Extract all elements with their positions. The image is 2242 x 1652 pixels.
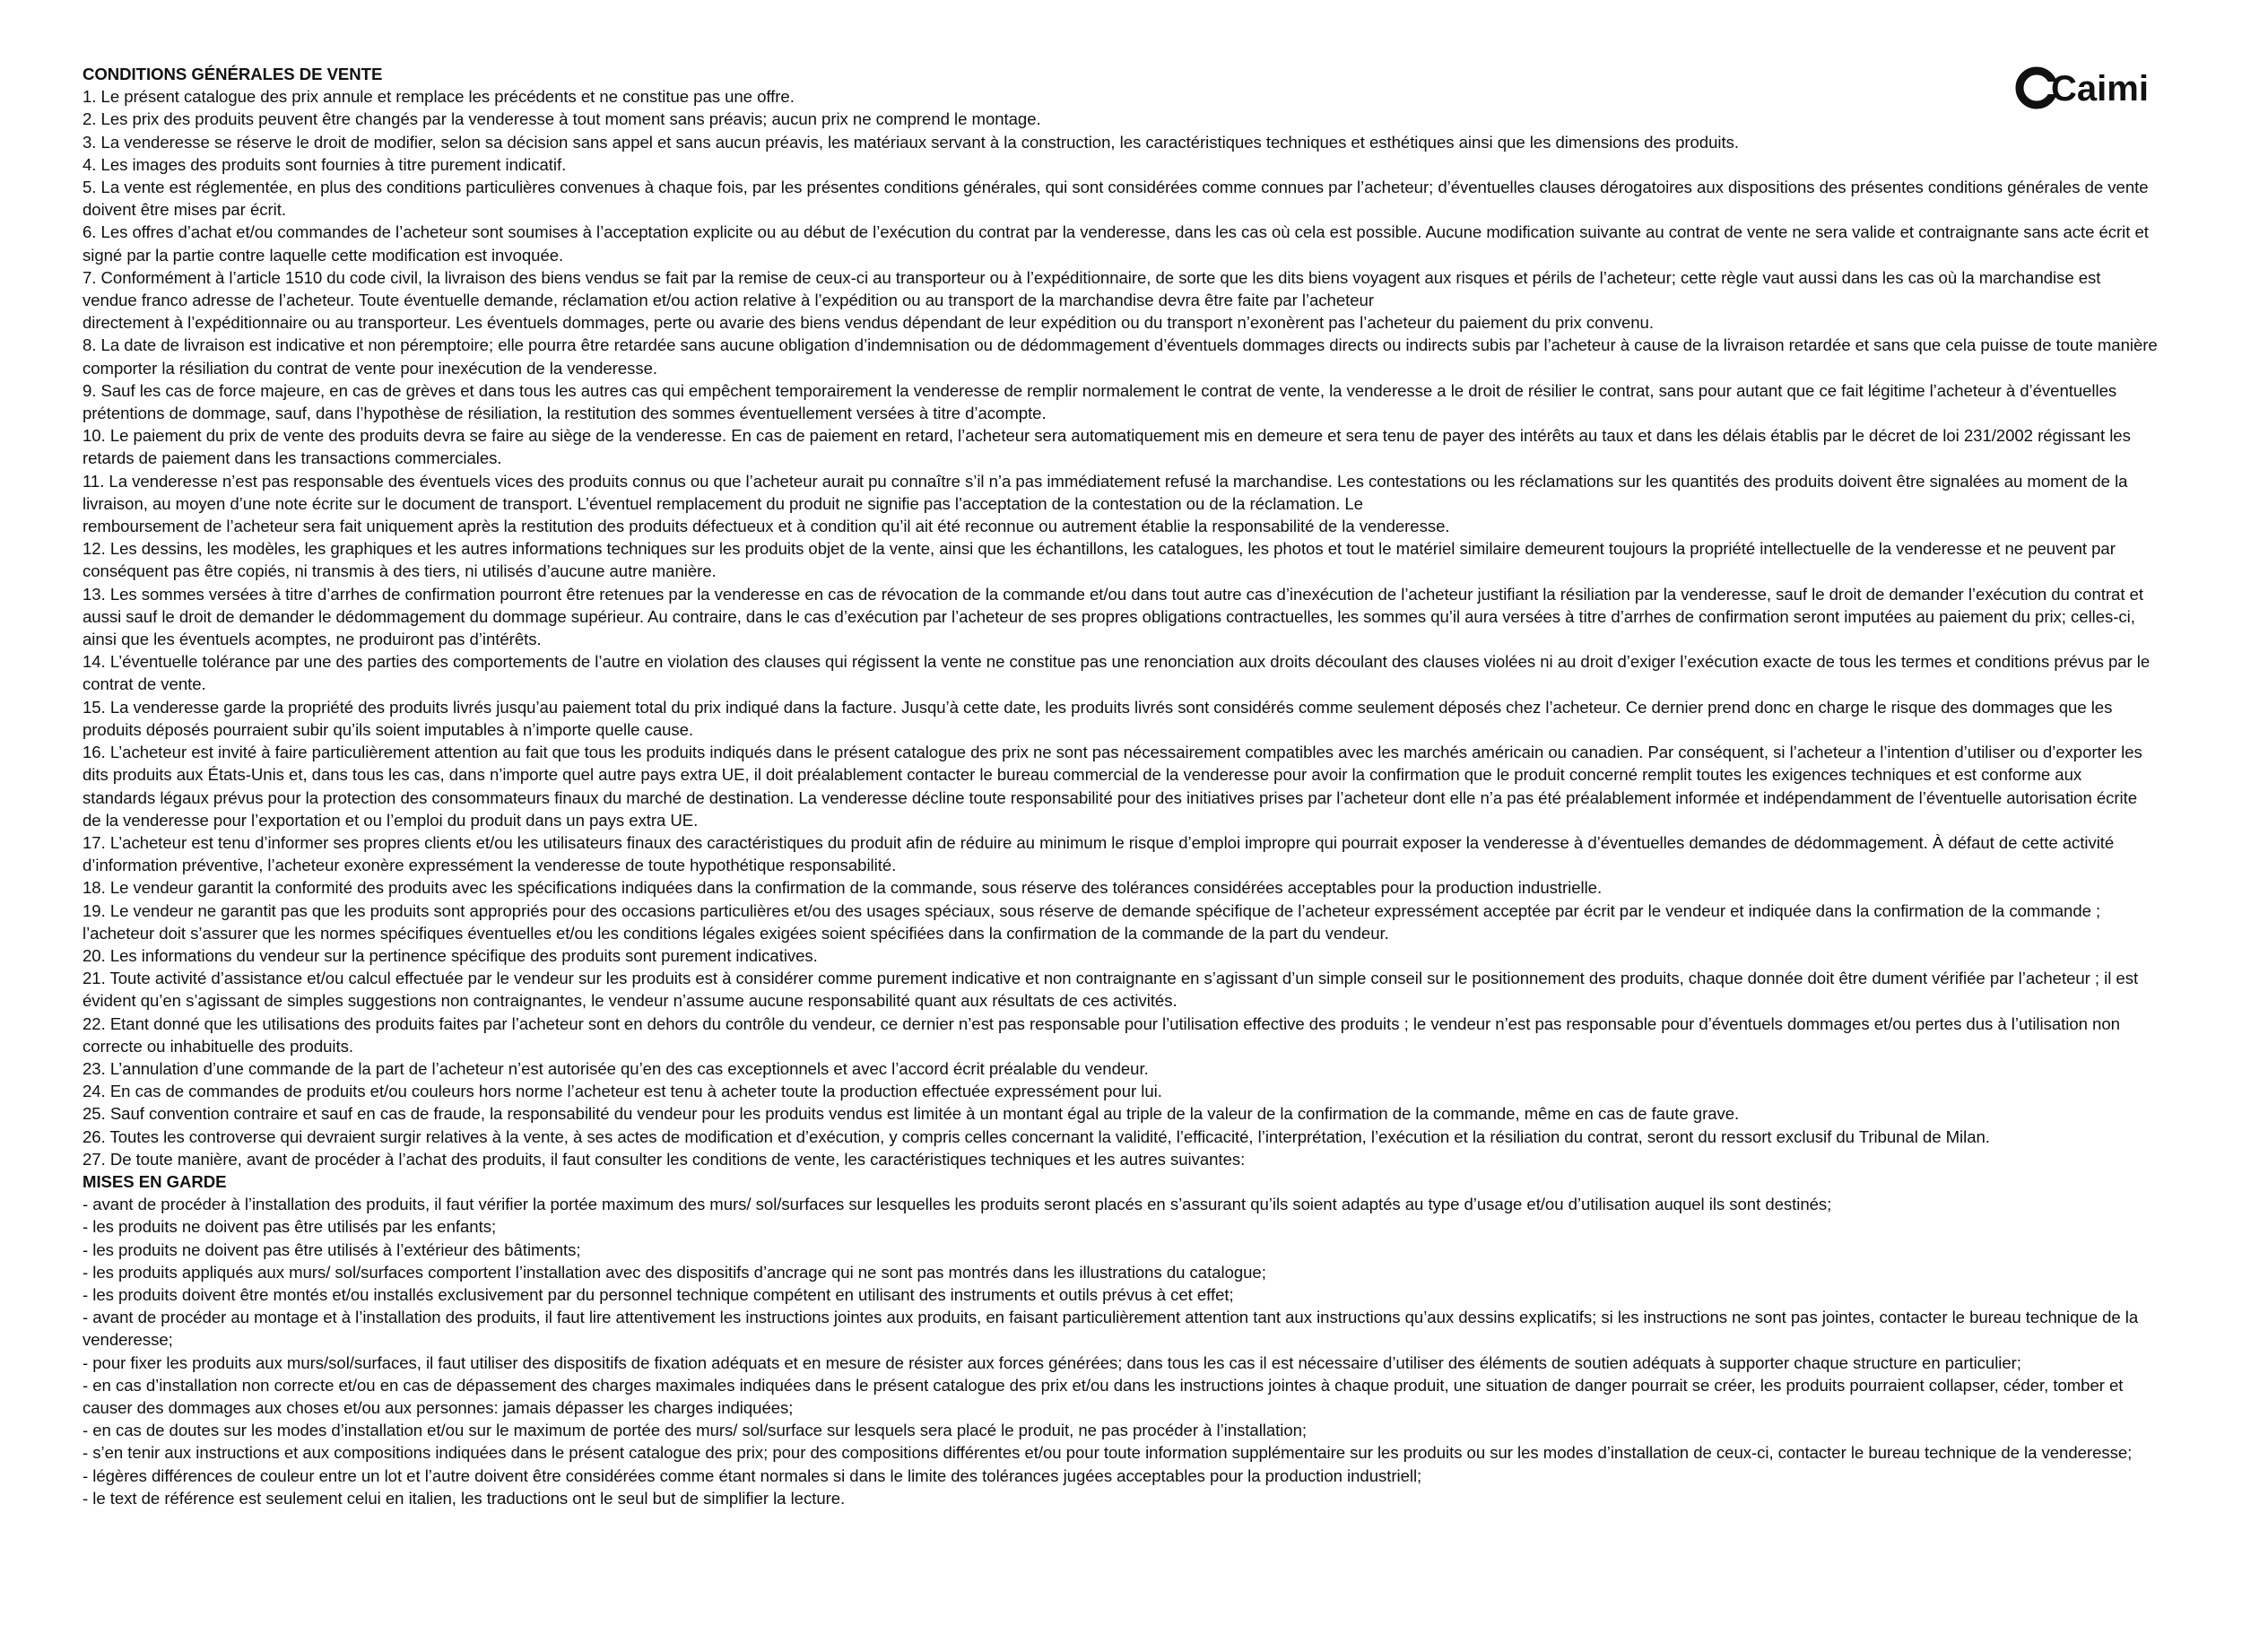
- condition-item-6: 6. Les offres d’achat et/ou commandes de l’acheteur sont soumises à l’acceptation explicite ou au début de l’exécution du contrat par la venderesse, dans les cas où cela est possible. Aucune modification suivante au contrat de vente ne sera valide et contraignante sans acte écrit et signé par la partie contre laquelle cette modification est invoquée.: [83, 222, 2149, 265]
- condition-item-22: 22. Etant donné que les utilisations des produits faites par l’acheteur sont en dehors du contrôle du vendeur, ce dernier n’est pas responsable pour l’utilisation effective des produits ; le vendeur n’est pas responsable pour d’éventuels dommages et/ou pertes dus à l’utilisation non correcte ou inhabituelle des produits.: [83, 1013, 2120, 1056]
- logo-text: Caimi: [2051, 69, 2149, 109]
- document-content: [83, 63, 2159, 1509]
- section-title-conditions: CONDITIONS GÉNÉRALES DE VENTE: [83, 65, 383, 83]
- warning-item-9: - en cas de doutes sur les modes d’installation et/ou sur le maximum de portée des murs/ sol/surface sur lesquels sera placé le produit, ne pas procéder à l’installation;: [83, 1421, 1308, 1440]
- condition-item-9: 9. Sauf les cas de force majeure, en cas de grèves et dans tous les autres cas qui empêchent temporairement la venderesse de remplir normalement le contrat de vente, la venderesse a le droit de résilier le contrat, sans pour autant que ce fait légitime l’acheteur à d’éventuelles prétentions de dommage, sauf, dans l’hypothèse de résiliation, la restitution des sommes éventuellement versées à titre d’acompte.: [83, 380, 2117, 423]
- warning-item-5: - les produits doivent être montés et/ou installés exclusivement par du personnel technique compétent en utilisant des instruments et outils prévus à cet effet;: [83, 1284, 1234, 1304]
- condition-item-25: 25. Sauf convention contraire et sauf en cas de fraude, la responsabilité du vendeur pour les produits vendus est limitée à un montant égal au triple de la valeur de la confirmation de la commande, même en cas de faute grave.: [83, 1104, 1740, 1124]
- condition-item-8: 8. La date de livraison est indicative et non péremptoire; elle pourra être retardée sans aucune obligation d’indemnisation ou de dédommagement d’éventuels dommages directs ou indirects subis par l’acheteur à cause de la livraison retardée et sans que cela puisse de toute manière comporter la résiliation du contrat de vente pour inexécution de la venderesse.: [83, 335, 2158, 378]
- condition-item-15: 15. La venderesse garde la propriété des produits livrés jusqu’au paiement total du prix indiqué dans la facture. Jusqu’à cette date, les produits livrés sont considérés comme seulement déposés chez l’acheteur. Ce dernier prend donc en charge le risque des dommages que les produits déposés pourraient subir qu’ils soient imputables à n’importe quelle cause.: [83, 697, 2113, 739]
- warning-item-12: - le text de référence est seulement celui en italien, les traductions ont le seul but de simplifier la lecture.: [83, 1488, 846, 1508]
- condition-item-5: 5. La vente est réglementée, en plus des conditions particulières convenues à chaque fois, par les présentes conditions générales, qui sont considérées comme connues par l’acheteur; d’éventuelles clauses dérogatoires aux dispositions des présentes conditions générales de vente doivent être mises par écrit.: [83, 178, 2149, 220]
- condition-item-24: 24. En cas de commandes de produits et/ou couleurs hors norme l’acheteur est tenu à acheter toute la production effectuée expressément pour lui.: [83, 1082, 1162, 1101]
- warning-item-2: - les produits ne doivent pas être utilisés par les enfants;: [83, 1217, 497, 1237]
- condition-item-20: 20. Les informations du vendeur sur la pertinence spécifique des produits sont purement indicatives.: [83, 945, 818, 965]
- condition-item-4: 4. Les images des produits sont fournies à titre purement indicatif.: [83, 154, 567, 174]
- condition-item-7-continued: directement à l’expéditionnaire ou au transporteur. Les éventuels dommages, perte ou avarie des biens vendus dépendant de leur expédition ou du transport n’exonèrent pas l’acheteur du paiement du prix convenu.: [83, 313, 1654, 333]
- condition-item-21: 21. Toute activité d’assistance et/ou calcul effectuée par le vendeur sur les produits est à considérer comme purement indicative et non contraignante en s’agissant d’un simple conseil sur le positionnement des produits, chaque donnée doit être dument vérifiée par l’acheteur ; il est évident qu’en s’agissant de simples suggestions non contraignantes, le vendeur n’assume aucune responsabilité quant aux résultats de ces activités.: [83, 969, 2139, 1011]
- condition-item-17: 17. L’acheteur est tenu d’informer ses propres clients et/ou les utilisateurs finaux des caractéristiques du produit afin de réduire au minimum le risque d’emploi impropre qui pourrait exposer la venderesse à d’éventuelles demandes de dédommagement. À défaut de cette activité d’information préventive, l’acheteur exonère expressément la venderesse de toute hypothétique responsabilité.: [83, 832, 2115, 875]
- condition-item-12: 12. Les dessins, les modèles, les graphiques et les autres informations techniques sur les produits objet de la vente, ainsi que les échantillons, les catalogues, les photos et tout le matériel similaire demeurent toujours la propriété intellectuelle de la venderesse et ne peuvent par conséquent pas être copiés, ni transmis à des tiers, ni utilisés d’aucune autre manière.: [83, 539, 2116, 581]
- condition-item-23: 23. L’annulation d’une commande de la part de l’acheteur n’est autorisée qu’en des cas exceptionnels et avec l’accord écrit préalable du vendeur.: [83, 1058, 1149, 1078]
- condition-item-16: 16. L’acheteur est invité à faire particulièrement attention au fait que tous les produits indiqués dans le présent catalogue des prix ne sont pas nécessairement compatibles avec les marchés américain ou canadien. Par conséquent, si l’acheteur a l’intention d’utiliser ou d’exporter les dits produits aux États-Unis et, dans tous les cas, dans n’importe quel autre pays extra UE, il doit préalablement contacter le bureau commercial de la venderesse pour avoir la confirmation que le produit concerné remplit toutes les exigences techniques et est conforme aux standards légaux prévus pour la protection des consommateurs finaux du marché de destination. La venderesse décline toute responsabilité pour des initiatives prises par l’acheteur dont elle n’a pas été préalablement informée et indépendamment de l’éventuelle autorisation écrite de la venderesse pour l’exportation et ou l’emploi du produit dans un pays extra UE.: [83, 743, 2142, 830]
- warning-item-11: - légères différences de couleur entre un lot et l’autre doivent être considérées comme étant normales si dans le limite des tolérances jugées acceptables pour la production industriell;: [83, 1465, 1422, 1485]
- warning-item-8: - en cas d’installation non correcte et/ou en cas de dépassement des charges maximales indiquées dans le présent catalogue des prix et/ou dans les instructions jointes à chaque produit, une situation de danger pourrait se créer, les produits pourraient collapser, céder, tomber et causer des dommages aux choses et/ou aux personnes: jamais dépasser les charges indiquées;: [83, 1375, 2124, 1417]
- warning-item-10: - s’en tenir aux instructions et aux compositions indiquées dans le présent catalogue des prix; pour des compositions différentes et/ou pour toute information supplémentaire sur les produits ou sur les modes d’installation de ceux-ci, contacter le bureau technique de la venderesse;: [83, 1443, 2133, 1463]
- warning-item-3: - les produits ne doivent pas être utilisés à l’extérieur des bâtiments;: [83, 1239, 581, 1259]
- condition-item-11: 11. La venderesse n’est pas responsable des éventuels vices des produits connus ou que l’acheteur aurait pu connaître s’il n’a pas immédiatement refusé la marchandise. Les contestations ou les réclamations sur les quantités des produits doivent être signalées au moment de la livraison, au moyen d’une note écrite sur le document de transport. L’éventuel remplacement du produit ne signifie pas l’acceptation de la contestation ou de la réclamation. Le: [83, 471, 2128, 513]
- condition-item-3: 3. La venderesse se réserve le droit de modifier, selon sa décision sans appel et sans aucun préavis, les matériaux servant à la construction, les caractéristiques techniques et esthétiques ainsi que les dimensions des produits.: [83, 132, 1739, 152]
- condition-item-7: 7. Conformément à l’article 1510 du code civil, la livraison des biens vendus se fait par la remise de ceux-ci au transporteur ou à l’expéditionnaire, de sorte que les dits biens voyagent aux risques et périls de l’acheteur; cette règle vaut aussi dans les cas où la marchandise est vendue franco adresse de l’acheteur. Toute éventuelle demande, réclamation et/ou action relative à l’expédition ou au transport de la marchandise devra être faite par l’acheteur: [83, 267, 2101, 310]
- document-page: [83, 63, 2159, 1614]
- condition-item-2: 2. Les prix des produits peuvent être changés par la venderesse à tout moment sans préavis; aucun prix ne comprend le montage.: [83, 109, 1041, 129]
- section-title-warnings: MISES EN GARDE: [83, 1171, 227, 1191]
- condition-item-18: 18. Le vendeur garantit la conformité des produits avec les spécifications indiquées dans la confirmation de la commande, sous réserve des tolérances considérées acceptables pour la production industrielle.: [83, 878, 1603, 898]
- condition-item-1: 1. Le présent catalogue des prix annule et remplace les précédents et ne constitue pas une offre.: [83, 87, 795, 107]
- warning-item-1: - avant de procéder à l’installation des produits, il faut vérifier la portée maximum des murs/ sol/surfaces sur lesquelles les produits seront placés en s’assurant qu’ils soient adaptés au type d’usage et/ou d’utilisation auquel ils sont destinés;: [83, 1195, 1832, 1214]
- condition-item-10: 10. Le paiement du prix de vente des produits devra se faire au siège de la venderesse. En cas de paiement en retard, l’acheteur sera automatiquement mis en demeure et sera tenu de payer des intérêts au taux et dans les délais établis par le décret de loi 231/2002 régissant les retards de paiement dans les transactions commerciales.: [83, 426, 2131, 468]
- warning-item-6: - avant de procéder au montage et à l’installation des produits, il faut lire attentivement les instructions jointes aux produits, en faisant particulièrement attention tant aux instructions qu’aux dessins explicatifs; si les instructions ne sont pas jointes, contacter le bureau technique de la venderesse;: [83, 1308, 2139, 1350]
- condition-item-11-continued: remboursement de l’acheteur sera fait uniquement après la restitution des produits défectueux et à condition qu’il ait été reconnue ou autrement établie la responsabilité de la venderesse.: [83, 517, 1450, 536]
- warning-item-4: - les produits appliqués aux murs/ sol/surfaces comportent l’installation avec des dispositifs d’ancrage qui ne sont pas montrés dans les illustrations du catalogue;: [83, 1262, 1266, 1282]
- condition-item-13: 13. Les sommes versées à titre d’arrhes de confirmation pourront être retenues par la venderesse en cas de révocation de la commande et/ou dans tout autre cas d’inexécution de l’acheteur justifiant la résiliation par la venderesse, sauf le droit de demander l’exécution du contrat et aussi sauf le droit de demander le dédommagement du dommage supérieur. Au contraire, dans le cas d’exécution par l’acheteur de ses propres obligations contractuelles, les sommes qu’il aura versées à titre d’arrhes de confirmation seront imputées au paiement du prix; celles-ci, ainsi que les éventuels acomptes, ne produiront pas d’intérêts.: [83, 584, 2143, 649]
- condition-item-14: 14. L’éventuelle tolérance par une des parties des comportements de l’autre en violation des clauses qui régissent la vente ne constitue pas une renonciation aux droits découlant des clauses violées ni au droit d’exiger l’exécution exacte de tous les termes et conditions prévus par le contrat de vente.: [83, 652, 2151, 694]
- condition-item-26: 26. Toutes les controverse qui devraient surgir relatives à la vente, à ses actes de modification et d’exécution, y compris celles concernant la validité, l’efficacité, l’interprétation, l’exécution et la résiliation du contrat, seront du ressort exclusif du Tribunal de Milan.: [83, 1126, 1990, 1146]
- condition-item-27: 27. De toute manière, avant de procéder à l’achat des produits, il faut consulter les conditions de vente, les caractéristiques techniques et les autres suivantes:: [83, 1149, 1246, 1169]
- warning-item-7: - pour fixer les produits aux murs/sol/surfaces, il faut utiliser des dispositifs de fixation adéquats et en mesure de résister aux forces générées; dans tous les cas il est nécessaire d’utiliser des éléments de soutien adéquats à supporter chaque structure en particulier;: [83, 1352, 2021, 1372]
- condition-item-19: 19. Le vendeur ne garantit pas que les produits sont appropriés pour des occasions particulières et/ou des usages spéciaux, sous réserve de demande spécifique de l’acheteur expressément acceptée par écrit par le vendeur et indiquée dans la confirmation de la commande ; l’acheteur doit s’assurer que les normes spécifiques éventuelles et/ou les conditions légales exigées soient spécifiées dans la confirmation de la commande de la part du vendeur.: [83, 900, 2101, 943]
